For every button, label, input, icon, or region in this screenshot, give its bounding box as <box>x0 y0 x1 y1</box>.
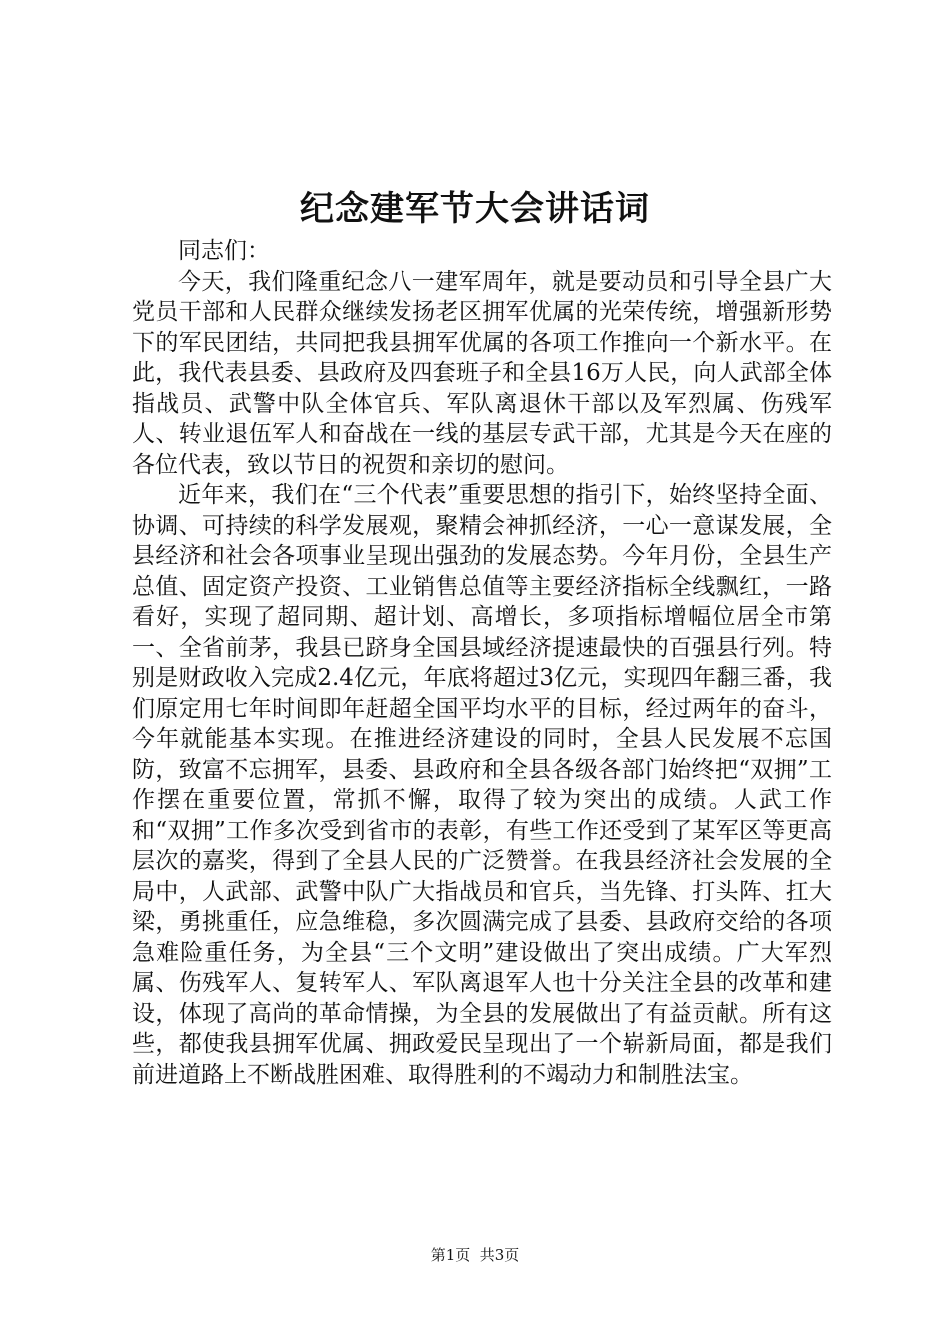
paragraph-2: 近年来，我们在“三个代表”重要思想的指引下，始终坚持全面、协调、可持续的科学发展观，聚精会神抓经济，一心一意谋发展，全县经济和社会各项事业呈现出强劲的发展态势。今年月份，全县生产总值、固定资产投资、工业销售总值等主要经济指标全线飘红，一路看好，实现了超同期、超计划、高增长，多项指标增幅位居全市第一、全省前茅，我县已跻身全国县域经济提速最快的百强县行列。特别是财政收入完成2.4亿元，年底将超过3亿元，实现四年翻三番，我们原定用七年时间即年赶超全国平均水平的目标，经过两年的奋斗，今年就能基本实现。在推进经济建设的同时，全县人民发展不忘国防，致富不忘拥军，县委、县政府和全县各级各部门始终把“双拥”工作摆在重要位置，常抓不懈，取得了较为突出的成绩。人武工作和“双拥”工作多次受到省市的表彰，有些工作还受到了某军区等更高层次的嘉奖，得到了全县人民的广泛赞誉。在我县经济社会发展的全局中，人武部、武警中队广大指战员和官兵，当先锋、打头阵、扛大梁，勇挑重任，应急维稳，多次圆满完成了县委、县政府交给的各项急难险重任务，为全县“三个文明”建设做出了突出成绩。广大军烈属、伤残军人、复转军人、军队离退军人也十分关注全县的改革和建设，体现了高尚的革命情操，为全县的发展做出了有益贡献。所有这些，都使我县拥军优属、拥政爱民呈现出了一个崭新局面，都是我们前进道路上不断战胜困难、取得胜利的不竭动力和制胜法宝。 <box>132 482 832 1088</box>
page-indicator: 第1页 共3页 <box>430 1246 520 1264</box>
salutation: 同志们： <box>178 238 270 264</box>
page-footer <box>0 1244 950 1266</box>
document-title: 纪念建军节大会讲话词 <box>300 189 650 229</box>
document-body <box>132 236 832 1090</box>
paragraph-1: 今天，我们隆重纪念八一建军周年，就是要动员和引导全县广大党员干部和人民群众继续发扬老区拥军优属的光荣传统，增强新形势下的军民团结，共同把我县拥军优属的各项工作推向一个新水平。在此，我代表县委、县政府及四套班子和全县16万人民，向人武部全体指战员、武警中队全体官兵、军队离退休干部以及军烈属、伤残军人、转业退伍军人和奋战在一线的基层专武干部，尤其是今天在座的各位代表，致以节日的祝贺和亲切的慰问。 <box>132 268 832 478</box>
